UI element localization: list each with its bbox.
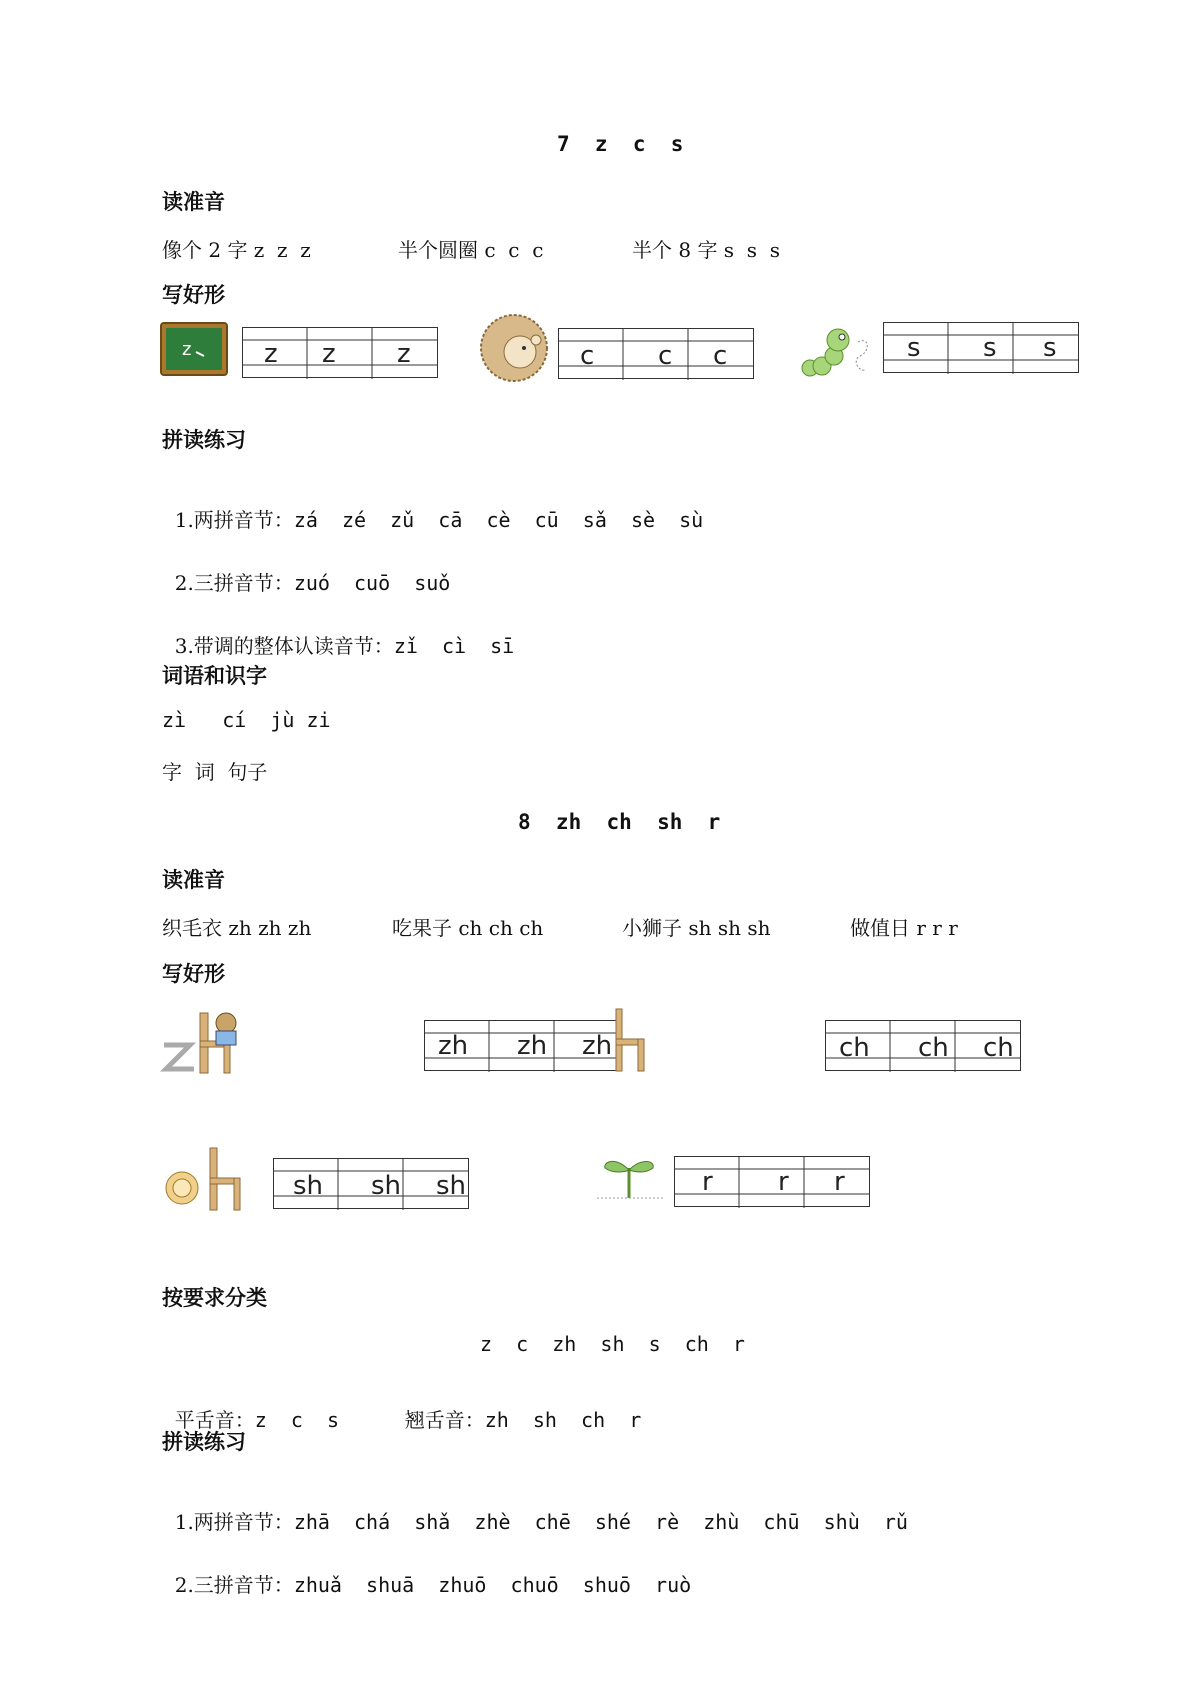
lesson7-read-item-1: 像个 2 字 z z z	[162, 238, 311, 262]
lesson8-classify-heading: 按要求分类	[162, 1286, 267, 1310]
lesson8-read-heading: 读准音	[162, 868, 225, 892]
monkey-chair-icon	[160, 1005, 260, 1081]
writing-grid-c	[558, 328, 754, 384]
grid-letter: ch	[983, 1033, 1014, 1063]
writing-grid-sh	[273, 1158, 469, 1214]
writing-grid-r	[674, 1156, 870, 1212]
hedgehog-icon	[478, 310, 554, 390]
writing-grid-z	[242, 327, 438, 383]
grid-letter: s	[983, 333, 997, 363]
lesson7-spell-line-3	[162, 606, 514, 659]
chalkboard-letter: z	[182, 339, 192, 360]
grid-letter: r	[834, 1167, 845, 1197]
classify-curl-label: 翘舌音：	[404, 1408, 485, 1432]
lesson8-title: 8 zh ch sh r	[518, 810, 721, 834]
giraffe-chair-icon	[612, 1005, 652, 1079]
spell-syllables: zhuǎ shuā zhuō chuō shuō ruò	[293, 1573, 692, 1597]
lesson7-read-heading: 读准音	[162, 190, 225, 214]
chalkboard-icon	[160, 322, 228, 380]
lesson8-read-item-2: 吃果子 ch ch ch	[392, 916, 544, 940]
writing-grid-zh	[424, 1020, 620, 1076]
grid-letter: sh	[293, 1171, 324, 1201]
classify-curl	[392, 1380, 641, 1433]
grid-letter: s	[1043, 333, 1057, 363]
spell-syllables: zuó cuō suǒ	[293, 571, 451, 595]
grid-letter: c	[580, 341, 595, 371]
writing-grid-s	[883, 322, 1079, 378]
lesson7-words-heading: 词语和识字	[162, 664, 267, 688]
lesson7-read-item-2: 半个圆圈 c c c	[398, 238, 544, 262]
lesson7-write-heading: 写好形	[162, 283, 225, 307]
grid-letter: ch	[839, 1033, 870, 1063]
grid-letter: s	[907, 333, 921, 363]
grid-letter: zh	[438, 1031, 469, 1061]
grid-letter: r	[702, 1167, 713, 1197]
classify-flat-label: 平舌音：	[174, 1408, 255, 1432]
spell-label: 2.三拼音节：	[174, 1573, 294, 1597]
grid-letter: r	[778, 1167, 789, 1197]
grid-letter: sh	[436, 1171, 467, 1201]
spell-label: 2.三拼音节：	[174, 571, 294, 595]
lesson7-spell-line-2	[162, 543, 450, 596]
spell-syllables: zá zé zǔ cā cè cū sǎ sè sù	[293, 508, 704, 532]
spell-label: 1.两拼音节：	[174, 508, 294, 532]
grid-letter: ch	[918, 1033, 949, 1063]
lesson7-title: 7 z c s	[557, 132, 684, 156]
grid-letter: c	[713, 341, 728, 371]
grid-letter: z	[264, 339, 278, 369]
lesson7-words-hanzi: 字 词 句子	[162, 760, 268, 784]
classify-letters: z c zh sh s ch r	[480, 1332, 745, 1356]
lesson8-write-heading: 写好形	[162, 962, 225, 986]
classify-flat-value: z c s	[254, 1408, 340, 1432]
spell-syllables: zhā chá shǎ zhè chē shé rè zhù chū shù rǔ	[293, 1510, 908, 1534]
lesson8-spell-heading: 拼读练习	[162, 1430, 246, 1454]
caterpillar-icon	[800, 326, 880, 388]
lesson7-read-item-3: 半个 8 字 s s s	[632, 238, 781, 262]
spell-syllables: zǐ cì sī	[393, 634, 515, 658]
spell-label: 3.带调的整体认读音节：	[174, 634, 394, 658]
lesson8-read-item-4: 做值日 r r r	[850, 916, 958, 940]
lesson7-spell-line-1	[162, 480, 703, 533]
lesson8-spell-line-1	[162, 1482, 908, 1535]
lesson7-spell-heading: 拼读练习	[162, 428, 246, 452]
grid-letter: c	[658, 341, 673, 371]
spell-label: 1.两拼音节：	[174, 1510, 294, 1534]
grid-letter: z	[397, 339, 411, 369]
classify-curl-value: zh sh ch r	[484, 1408, 642, 1432]
sprout-icon	[595, 1150, 665, 1206]
lesson7-words-pinyin: zì cí jù zi	[162, 708, 331, 732]
lesson8-read-item-3: 小狮子 sh sh sh	[622, 916, 771, 940]
grid-letter: z	[322, 339, 336, 369]
grid-letter: zh	[517, 1031, 548, 1061]
grid-letter: zh	[582, 1031, 613, 1061]
lesson8-spell-line-2	[162, 1545, 691, 1598]
lion-chair-icon	[160, 1144, 248, 1218]
writing-grid-ch	[825, 1020, 1021, 1076]
lesson8-read-item-1: 织毛衣 zh zh zh	[162, 916, 312, 940]
grid-letter: sh	[371, 1171, 402, 1201]
